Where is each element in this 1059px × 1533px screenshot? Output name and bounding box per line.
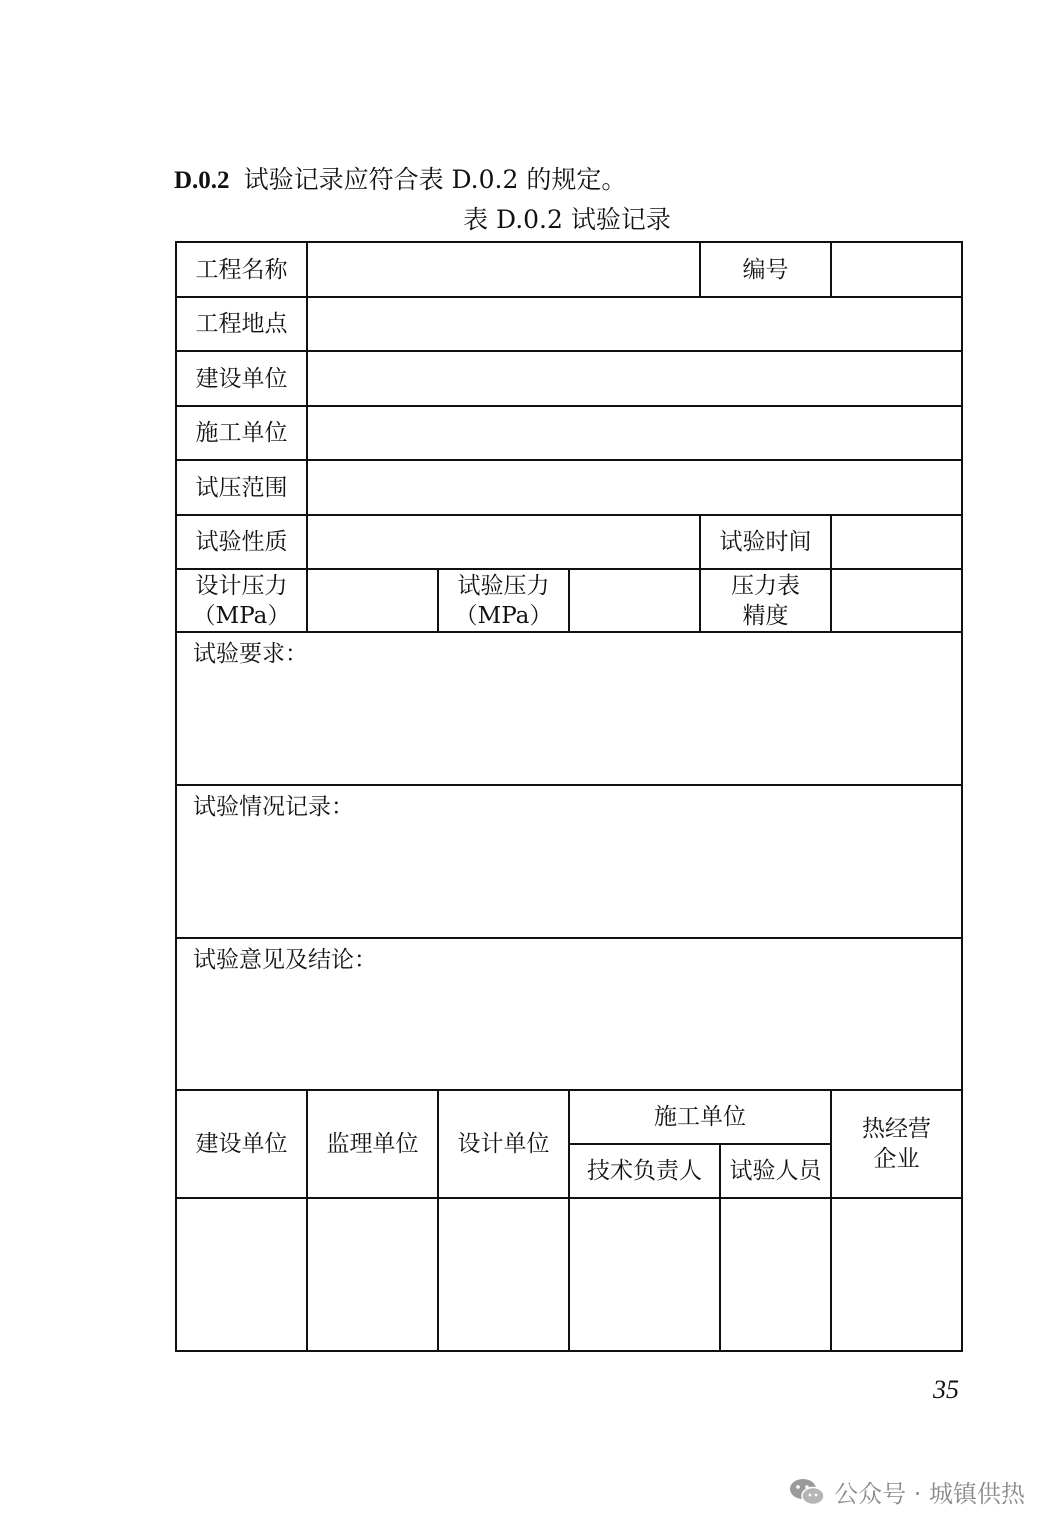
wechat-icon bbox=[788, 1477, 826, 1507]
design-pressure-unit: （MPa） bbox=[192, 602, 291, 629]
sign-heat-enterprise-cell bbox=[831, 1198, 962, 1351]
test-scope-label: 试压范围 bbox=[176, 460, 307, 515]
builder-cell bbox=[307, 406, 962, 460]
sign-supervisor-label: 监理单位 bbox=[307, 1090, 438, 1198]
table-row bbox=[176, 406, 962, 460]
test-nature-label: 试验性质 bbox=[176, 515, 307, 569]
test-scope-cell bbox=[307, 460, 962, 515]
sign-tech-lead-label: 技术负责人 bbox=[569, 1144, 720, 1198]
construction-unit-cell bbox=[307, 351, 962, 406]
page-number: 35 bbox=[933, 1375, 959, 1404]
table-row bbox=[176, 351, 962, 406]
sign-owner-cell bbox=[176, 1198, 307, 1351]
conclusion-block: 试验意见及结论： bbox=[176, 938, 962, 1090]
gauge-precision-line2: 精度 bbox=[742, 602, 789, 629]
heat-enterprise-line2: 企业 bbox=[873, 1146, 920, 1172]
table-row bbox=[176, 515, 962, 569]
test-pressure-label bbox=[438, 569, 569, 632]
test-time-cell bbox=[831, 515, 962, 569]
test-pressure-text: 试验压力 bbox=[457, 572, 550, 599]
sign-heat-enterprise-label bbox=[831, 1090, 962, 1198]
table-row bbox=[176, 1090, 962, 1144]
table-row bbox=[176, 1198, 962, 1351]
test-nature-cell bbox=[307, 515, 700, 569]
sign-tech-lead-cell bbox=[569, 1198, 720, 1351]
sign-designer-cell bbox=[438, 1198, 569, 1351]
heat-enterprise-line1: 热经营 bbox=[862, 1116, 932, 1142]
table-row bbox=[176, 938, 962, 1090]
project-name-label: 工程名称 bbox=[176, 242, 307, 297]
design-pressure-cell bbox=[307, 569, 438, 632]
design-pressure-label bbox=[176, 569, 307, 632]
project-site-label: 工程地点 bbox=[176, 297, 307, 351]
design-pressure-text: 设计压力 bbox=[195, 572, 288, 599]
requirements-block: 试验要求： bbox=[176, 632, 962, 785]
sign-tester-label: 试验人员 bbox=[720, 1144, 831, 1198]
table-caption: 表 D.0.2 试验记录 bbox=[463, 205, 671, 234]
table-row bbox=[176, 632, 962, 785]
project-name-cell bbox=[307, 242, 700, 297]
clause-number: D.0.2 bbox=[174, 167, 230, 194]
gauge-precision-label bbox=[700, 569, 831, 632]
table-row bbox=[176, 242, 962, 297]
clause-text: 试验记录应符合表 D.0.2 的规定。 bbox=[243, 165, 627, 194]
test-record-table bbox=[175, 241, 963, 1352]
serial-no-cell bbox=[831, 242, 962, 297]
sign-designer-label: 设计单位 bbox=[438, 1090, 569, 1198]
watermark-text: 公众号 · 城镇供热 bbox=[834, 1480, 1025, 1508]
project-site-cell bbox=[307, 297, 962, 351]
serial-no-label: 编号 bbox=[700, 242, 831, 297]
table-row bbox=[176, 785, 962, 938]
sign-builder-label: 施工单位 bbox=[569, 1090, 831, 1144]
test-time-label: 试验时间 bbox=[700, 515, 831, 569]
gauge-precision-cell bbox=[831, 569, 962, 632]
table-row bbox=[176, 569, 962, 632]
gauge-precision-line1: 压力表 bbox=[731, 572, 801, 599]
sign-supervisor-cell bbox=[307, 1198, 438, 1351]
test-pressure-unit: （MPa） bbox=[454, 602, 553, 629]
clause-heading bbox=[174, 160, 626, 201]
builder-label: 施工单位 bbox=[176, 406, 307, 460]
sign-tester-cell bbox=[720, 1198, 831, 1351]
table-row bbox=[176, 460, 962, 515]
table-row bbox=[176, 297, 962, 351]
test-pressure-cell bbox=[569, 569, 700, 632]
sign-owner-label: 建设单位 bbox=[176, 1090, 307, 1198]
construction-unit-label: 建设单位 bbox=[176, 351, 307, 406]
watermark bbox=[788, 1474, 1025, 1509]
record-block: 试验情况记录： bbox=[176, 785, 962, 938]
